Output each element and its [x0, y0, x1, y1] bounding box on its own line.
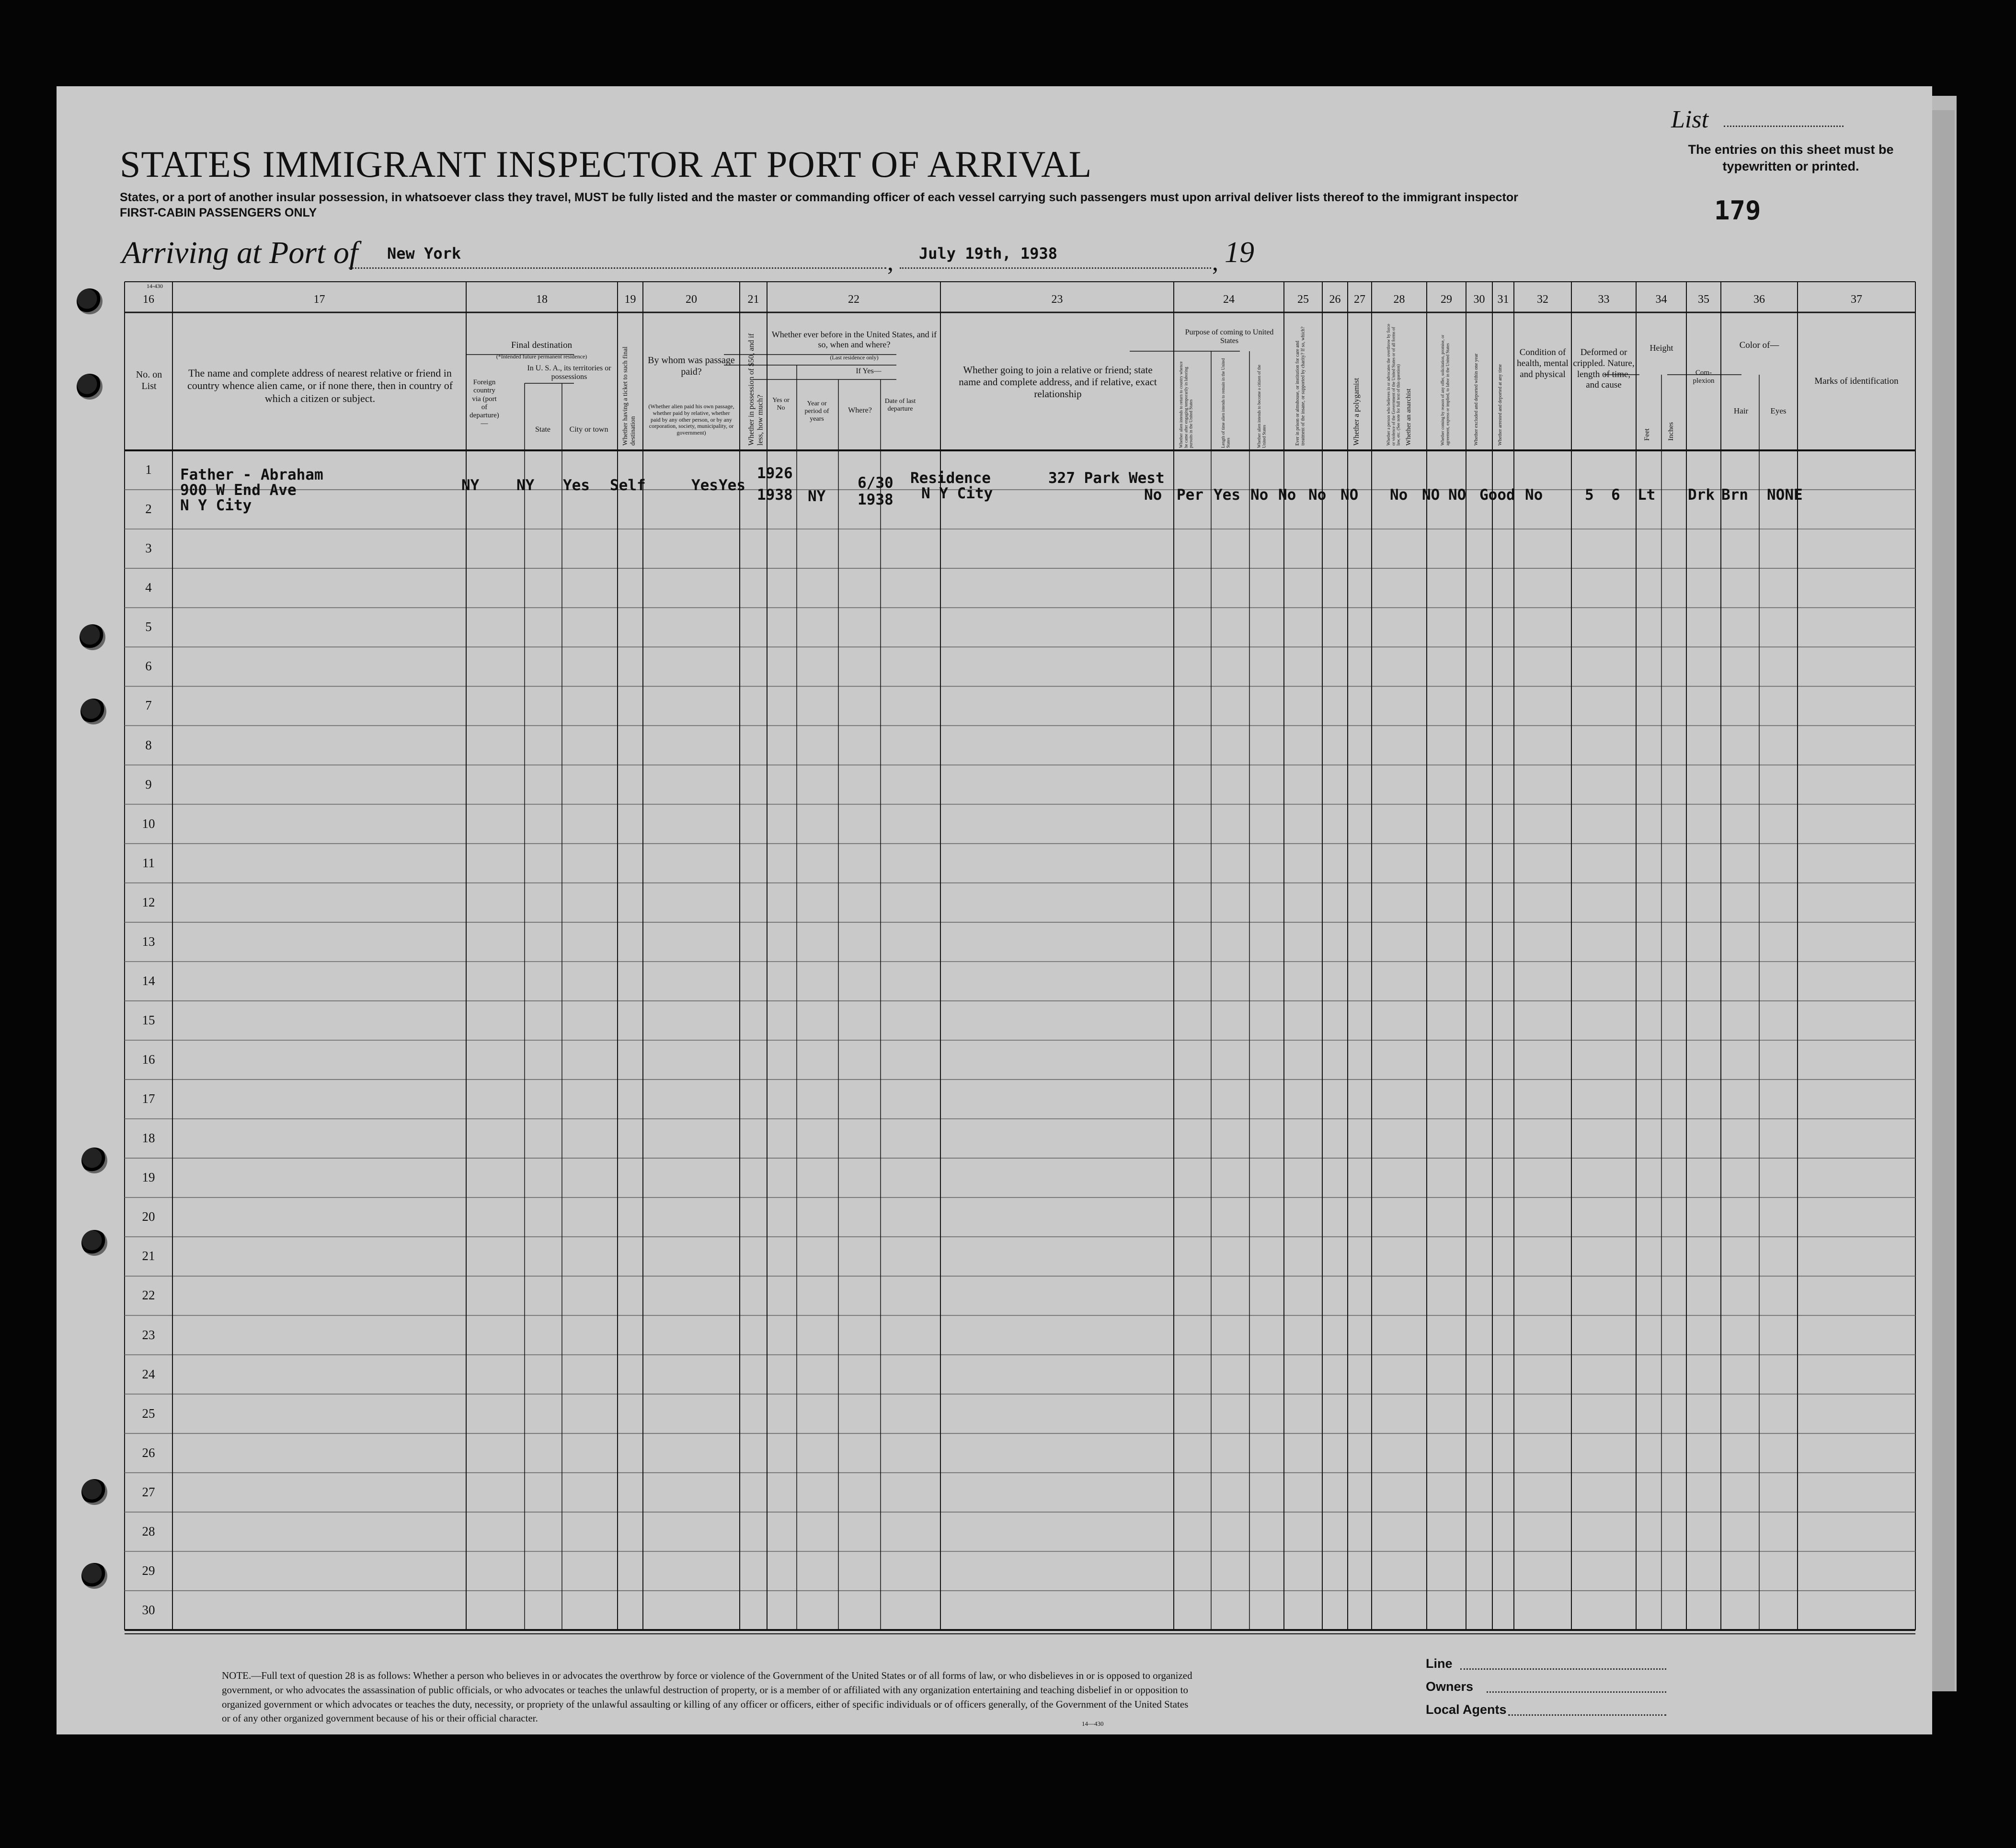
col-num-27: 27: [1354, 293, 1365, 306]
header-prison: Ever in prison or almshouse, or institution for care and treatment of the insane, or supported by charity? If so, which?: [1295, 326, 1306, 446]
list-label: List: [1671, 106, 1709, 133]
col-num-37: 37: [1851, 293, 1862, 306]
header-purpose-return: Whether alien intends to return to country whence he came after engaging temporarily in laboring pursuits in the United States: [1179, 361, 1193, 448]
footer-agents-blank: [1508, 1714, 1666, 1716]
col-num-28: 28: [1393, 293, 1405, 306]
entry-col-26: No: [1278, 486, 1296, 504]
entry-paid-by: Self: [610, 477, 646, 494]
entry-city: NY: [516, 477, 535, 494]
header-where: Where?: [848, 406, 872, 414]
row-number: 6: [145, 659, 152, 674]
row-number: 30: [142, 1602, 155, 1617]
entry-arrested: NO: [1448, 486, 1466, 504]
row-number: 19: [142, 1170, 155, 1185]
entry-join-residence: Residence: [910, 470, 991, 487]
header-inches: Inches: [1667, 422, 1675, 441]
entry-relative-street: 900 W End Ave: [180, 482, 297, 499]
entry-years-1: 1926: [757, 465, 793, 482]
col-num-34: 34: [1655, 293, 1667, 306]
entry-health: Good: [1479, 486, 1515, 504]
entry-excluded: NO: [1422, 486, 1440, 504]
col-num-32: 32: [1537, 293, 1548, 306]
entry-marks: NONE: [1767, 486, 1803, 504]
table-grid: [57, 86, 1932, 1734]
col-num-20: 20: [686, 293, 697, 306]
footnote-question-28: NOTE.—Full text of question 28 is as follows: Whether a person who believes in or advocates the overthrow by force or violence of the Government of the United States or of all forms of law, or who disbelieves in or is opposed to organized government, or who advocates the assassination of public officials, or who advocates or teaches the unlawful destruction of property, or is a member of or affiliated with any organization entertaining and teaching disbelief in or opposition to organized government or which advocates or teaches the duty, necessity, or propriety of the unlawful assaulting or killing of any officer or officers, either of specific individuals or of officers generally, of the Government of the United States or of any other organized government because of his or their official character.: [222, 1670, 1192, 1724]
header-final-destination: Final destination: [511, 340, 573, 350]
row-number: 25: [142, 1406, 155, 1421]
entry-citizen: Yes: [1214, 486, 1240, 504]
header-money: Whether in possession of $50, and if less, how much?: [747, 333, 765, 446]
col-num-26: 26: [1329, 293, 1341, 306]
header-marks: Marks of identification: [1814, 376, 1899, 386]
header-health: Condition of health, mental and physical: [1517, 347, 1569, 379]
row-number: 4: [145, 580, 152, 595]
header-ever-before: Whether ever before in the United States, and if so, when and where?: [771, 330, 937, 349]
entry-offer: No: [1390, 486, 1408, 504]
manifest-sheet: [57, 86, 1932, 1734]
header-purpose: Purpose of coming to United States: [1185, 328, 1274, 345]
row-number: 3: [145, 541, 152, 556]
row-number: 7: [145, 698, 152, 713]
entry-money: Yes: [691, 477, 718, 494]
entry-years-2: 1938: [757, 486, 793, 504]
typewritten-instruction: The entries on this sheet must be typewritten or printed.: [1688, 142, 1894, 173]
row-number: 24: [142, 1366, 155, 1381]
row-number: 28: [142, 1524, 155, 1538]
row-number: 1: [145, 462, 152, 477]
header-ticket: Whether having a ticket to such final destination: [622, 346, 637, 446]
header-anarchist: Whether an anarchist: [1405, 389, 1412, 446]
header-anarchist-alt: Whether a person who believes in or advocates the overthrow by force or violence of the Government of the United States or of all forms of law, etc. (See note for full text of this question): [1386, 323, 1401, 446]
entry-prison: No: [1250, 486, 1269, 504]
entry-length: Per: [1177, 486, 1203, 504]
entry-hair: Drk: [1688, 486, 1715, 504]
entry-where: NY: [808, 488, 826, 505]
col-num-24: 24: [1223, 293, 1235, 306]
col-num-19: 19: [624, 293, 636, 306]
header-deformed: Deformed or crippled. Nature, length of time, and cause: [1573, 347, 1635, 390]
entry-relative-city: N Y City: [180, 497, 252, 514]
entry-state: NY: [461, 477, 480, 494]
header-eyes: Eyes: [1770, 406, 1787, 415]
row-number: 12: [142, 895, 155, 909]
col-num-29: 29: [1441, 293, 1452, 306]
row-number: 23: [142, 1327, 155, 1342]
year-prefix: 19: [1225, 236, 1254, 269]
col-num-21: 21: [747, 293, 759, 306]
header-final-destination-note: (*Intended future permanent residence): [496, 353, 587, 360]
row-number: 10: [142, 816, 155, 831]
footer-owners-label: Owners: [1426, 1679, 1474, 1694]
header-city: City or town: [569, 425, 608, 434]
footer-owners-blank: [1487, 1691, 1666, 1693]
col-num-22: 22: [848, 293, 859, 306]
entry-departure-1: 6/30: [858, 474, 893, 492]
col-num-36: 36: [1753, 293, 1765, 306]
header-complexion: Com-plexion: [1693, 369, 1715, 385]
header-excluded: Whether excluded and deported within one year: [1474, 353, 1479, 446]
col-num-23: 23: [1051, 293, 1063, 306]
header-purpose-length: Length of time alien intends to remain in the United States: [1221, 358, 1231, 448]
footer-form-number: 14—430: [1082, 1720, 1104, 1727]
entry-been-before: Yes: [719, 477, 745, 494]
header-passage-note: (Whether alien paid his own passage, whether paid by relative, whether paid by any other person, or by any corporation, society, municipality, or government): [648, 403, 734, 436]
row-number: 18: [142, 1131, 155, 1146]
entry-complexion: Lt: [1638, 486, 1656, 504]
row-number: 16: [142, 1052, 155, 1067]
header-relative-address: The name and complete address of nearest relative or friend in country whence alien came, or if none there, then in country of which a citizen or subject.: [187, 367, 453, 404]
header-in-usa: In U. S. A., its territories or possessions: [527, 364, 611, 381]
header-state: State: [535, 425, 550, 434]
header-offer: Whether coming by reason of any offer, solicitation, promise, or agreement, express or implied, to labor in the United States: [1440, 334, 1450, 446]
col-num-30: 30: [1473, 293, 1485, 306]
date-value: July 19th, 1938: [919, 244, 1057, 263]
port-value: New York: [387, 244, 461, 263]
row-number: 14: [142, 973, 155, 988]
header-polygamist: Whether a polygamist: [1352, 378, 1361, 446]
col-num-33: 33: [1598, 293, 1610, 306]
entry-polygamist: No: [1308, 486, 1327, 504]
entry-feet: 5: [1585, 486, 1594, 504]
arriving-label: Arriving at Port of: [122, 235, 358, 270]
comma: ,: [1212, 249, 1218, 276]
col-num-16: 16: [143, 293, 154, 306]
entry-ticket: Yes: [563, 477, 590, 494]
row-number: 9: [145, 777, 152, 792]
cabin-note: FIRST-CABIN PASSENGERS ONLY: [120, 206, 317, 219]
col-num-17: 17: [313, 293, 325, 306]
row-number: 15: [142, 1012, 155, 1027]
row-number: 11: [142, 855, 155, 870]
row-number: 5: [145, 620, 152, 634]
footer-line-blank: [1460, 1668, 1666, 1670]
header-passage-paid: By whom was passage paid?: [648, 355, 735, 377]
row-number: 17: [142, 1091, 155, 1106]
entry-deformed: No: [1525, 486, 1543, 504]
row-number: 2: [145, 502, 152, 517]
entry-return: No: [1144, 486, 1162, 504]
entry-relative-name: Father - Abraham: [180, 466, 323, 483]
footer-line-label: Line: [1426, 1656, 1453, 1671]
header-arrested: Whether arrested and deported at any time: [1498, 364, 1503, 446]
row-number: 26: [142, 1445, 155, 1460]
col-num-35: 35: [1698, 293, 1709, 306]
row-number: 22: [142, 1288, 155, 1303]
entry-inches: 6: [1611, 486, 1620, 504]
header-no-on-list: No. on List: [136, 369, 162, 391]
col-num-18: 18: [536, 293, 548, 306]
header-date-departure: Date of last departure: [884, 398, 916, 413]
header-last-residence: (Last residence only): [830, 354, 879, 361]
form-title: STATES IMMIGRANT INSPECTOR AT PORT OF ARRIVAL: [120, 143, 1092, 185]
footer-agents-label: Local Agents: [1426, 1702, 1507, 1717]
row-number: 27: [142, 1484, 155, 1499]
col-num-25: 25: [1297, 293, 1309, 306]
header-if-yes: If Yes—: [856, 367, 882, 375]
entry-join-address: 327 Park West: [1048, 470, 1165, 487]
form-number: 14-430: [147, 283, 163, 289]
row-number: 8: [145, 737, 152, 752]
form-subtitle: States, or a port of another insular possession, in whatsoever class they travel, MUST be fully listed and the master or commanding officer of each vessel carrying such passengers must upon arrival deliver lists thereof to the immigrant inspector: [120, 191, 1518, 204]
header-purpose-citizen: Whether alien intends to become a citizen of the United States: [1257, 365, 1267, 448]
row-number: 21: [142, 1249, 155, 1263]
row-number: 20: [142, 1209, 155, 1224]
header-join-relative: Whether going to join a relative or friend; state name and complete address, and if relative, exact relationship: [959, 364, 1157, 400]
list-number: 179: [1714, 195, 1761, 226]
header-color-of: Color of—: [1739, 340, 1779, 350]
header-feet: Feet: [1643, 428, 1651, 441]
col-num-31: 31: [1497, 293, 1509, 306]
entry-join-city: N Y City: [921, 485, 993, 502]
row-number: 13: [142, 934, 155, 949]
entry-anarchist: NO: [1340, 486, 1359, 504]
entry-eyes: Brn: [1721, 486, 1748, 504]
entry-departure-2: 1938: [858, 491, 893, 508]
row-number: 29: [142, 1563, 155, 1578]
header-foreign-country: Foreign country via (port of departure)—: [470, 379, 499, 428]
comma: ,: [887, 249, 893, 276]
header-years: Year or period of years: [804, 400, 829, 423]
header-height: Height: [1649, 343, 1673, 353]
header-yes-no: Yes or No: [772, 397, 790, 412]
header-hair: Hair: [1733, 406, 1749, 415]
